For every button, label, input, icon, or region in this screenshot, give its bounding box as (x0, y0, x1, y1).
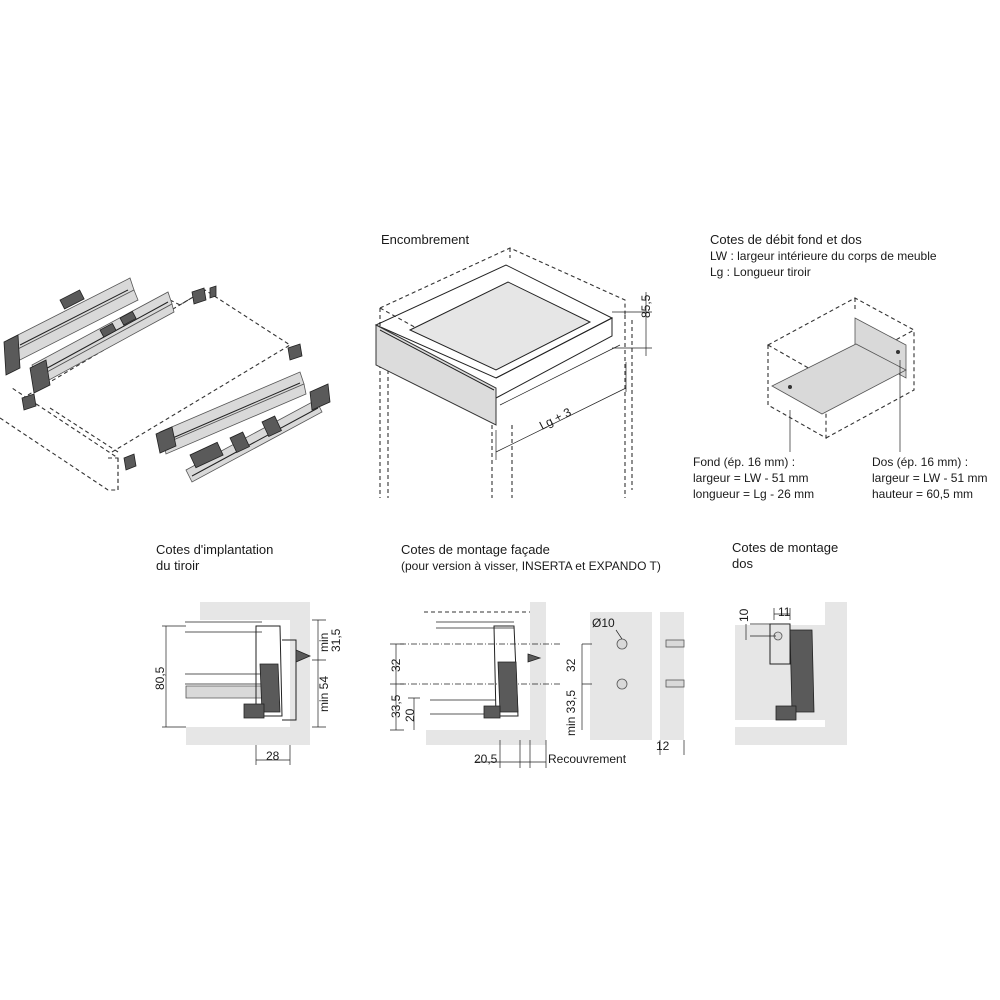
implantation-title-1: Cotes d'implantation (156, 542, 274, 557)
dos-line3: hauteur = 60,5 mm (872, 487, 974, 501)
implantation-dim-min54: min 54 (317, 675, 331, 712)
debit-line2: Lg : Longueur tiroir (710, 265, 811, 279)
left-runner (4, 278, 174, 393)
facade-recouvrement: Recouvrement (548, 752, 627, 766)
debit-line1: LW : largeur intérieure du corps de meuble (710, 249, 937, 263)
dos-montage-dim-10: 10 (737, 608, 751, 622)
dos-montage-title-2: dos (732, 556, 753, 571)
facade-dim-205: 20,5 (474, 752, 498, 766)
implantation-drawing (162, 602, 326, 765)
facade-title-1: Cotes de montage façade (401, 542, 550, 557)
facade-title-2: (pour version à visser, INSERTA et EXPANDO T) (401, 559, 661, 573)
fond-line2: largeur = LW - 51 mm (693, 471, 809, 485)
encombrement-title: Encombrement (381, 232, 470, 247)
facade-dim-32a: 32 (389, 658, 403, 672)
right-runner (156, 372, 330, 482)
facade-dim-min335: min 33,5 (564, 689, 578, 736)
implantation-dim-min: min (317, 632, 331, 652)
exploded-drawer-view (0, 278, 330, 490)
facade-diameter: Ø10 (592, 616, 615, 630)
dos-montage-drawing (735, 602, 847, 745)
implantation-dim-min-val: 31,5 (329, 628, 343, 652)
facade-dim-335: 33,5 (389, 694, 403, 718)
implantation-title-2: du tiroir (156, 558, 200, 573)
facade-drawing (390, 602, 684, 768)
facade-dim-20: 20 (403, 708, 417, 722)
debit-title: Cotes de débit fond et dos (710, 232, 862, 247)
facade-dim-32b: 32 (564, 658, 578, 672)
encombrement-dim-length: Lg + 3 (537, 404, 574, 433)
encombrement-drawing (376, 248, 652, 498)
dos-line1: Dos (ép. 16 mm) : (872, 455, 969, 469)
debit-drawing (768, 298, 914, 452)
dos-line2: largeur = LW - 51 mm (872, 471, 988, 485)
facade-dim-12: 12 (656, 739, 670, 753)
encombrement-dim-height: 85,5 (639, 294, 653, 318)
dos-montage-title-1: Cotes de montage (732, 540, 839, 555)
implantation-dim-28: 28 (266, 749, 280, 763)
implantation-dim-height: 80,5 (153, 666, 167, 690)
fond-line3: longueur = Lg - 26 mm (693, 487, 815, 501)
dos-montage-dim-11: 11 (778, 605, 791, 619)
fond-line1: Fond (ép. 16 mm) : (693, 455, 796, 469)
